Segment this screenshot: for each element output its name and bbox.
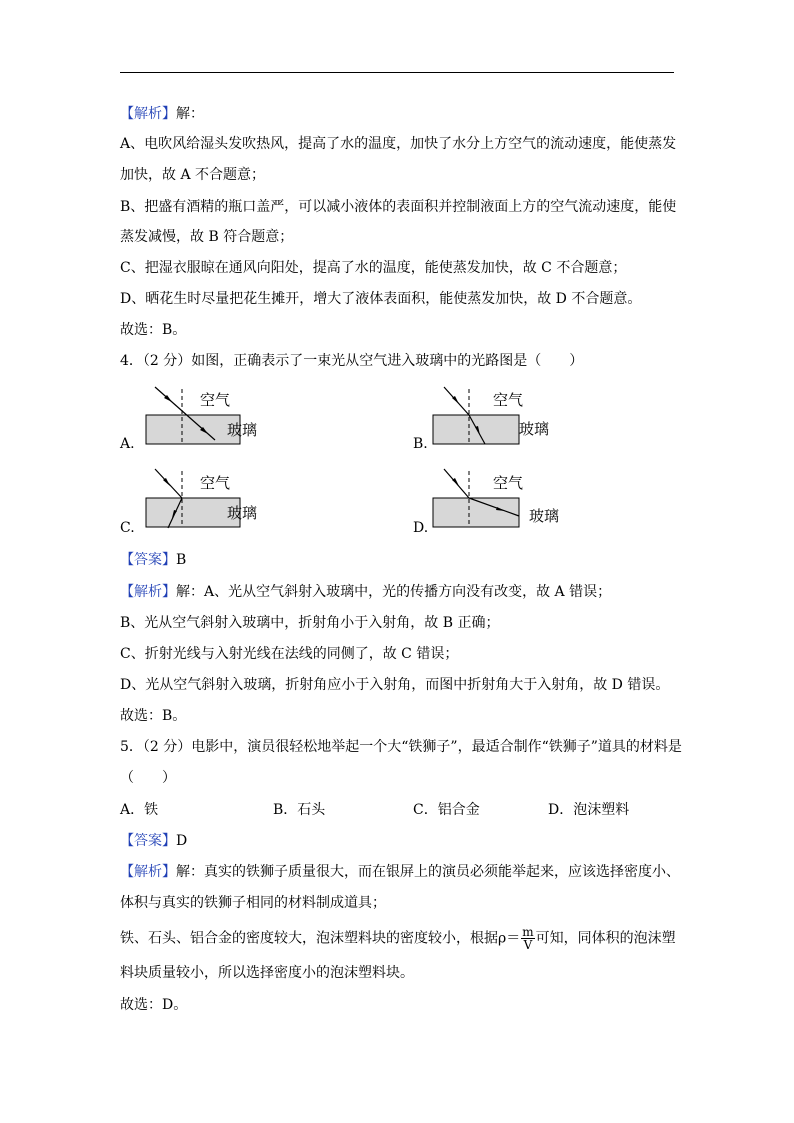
answer-value: D — [176, 833, 188, 849]
option-label-b: B. — [413, 436, 428, 452]
q3-analysis-line: 蒸发减慢，故 B 符合题意； — [120, 229, 294, 245]
q5-stem: 5．（2 分）电影中，演员很轻松地举起一个大“铁狮子”，最适合制作“铁狮子”道具的材料是 — [120, 739, 682, 755]
analysis-text: 解：A、光从空气斜射入玻璃中，光的传播方向没有改变，故 A 错误； — [176, 584, 612, 600]
q4-conclusion: 故选：B。 — [120, 708, 187, 724]
analysis-intro: 解： — [176, 106, 204, 122]
q4-figure-c — [120, 466, 280, 536]
formula-denominator: V — [523, 938, 533, 952]
q4-answer — [120, 550, 186, 570]
q3-analysis-heading — [120, 104, 204, 124]
q4-figure-d — [413, 466, 583, 536]
q3-conclusion: 故选：B。 — [120, 322, 187, 338]
glass-label: 玻璃 — [519, 420, 550, 438]
q5-analysis-line: 料块质量较小，所以选择密度小的泡沫塑料块。 — [120, 965, 414, 981]
formula-before: 铁、石头、铝合金的密度较大，泡沫塑料块的密度较小，根据ρ＝ — [120, 930, 521, 947]
air-label: 空气 — [493, 391, 524, 409]
analysis-tag: 【解析】 — [120, 106, 176, 122]
air-label: 空气 — [200, 474, 231, 492]
glass-label: 玻璃 — [227, 504, 258, 522]
q5-analysis-line: 体积与真实的铁狮子相同的材料制成道具； — [120, 895, 386, 911]
analysis-tag: 【解析】 — [120, 584, 176, 600]
formula-after: 可知，同体积的泡沫塑 — [535, 930, 676, 947]
analysis-tag: 【解析】 — [120, 864, 176, 880]
q5-option-b: B．石头 — [273, 802, 326, 818]
q4-figure-a — [120, 384, 280, 454]
header-rule — [120, 72, 674, 73]
q3-analysis-line: 加快，故 A 不合题意； — [120, 167, 266, 183]
q3-analysis-line: B、把盛有酒精的瓶口盖严，可以减小液体的表面积并控制液面上方的空气流动速度，能使 — [120, 199, 677, 215]
option-label-a: A. — [120, 436, 135, 452]
q4-analysis-line: B、光从空气斜射入玻璃中，折射角小于入射角，故 B 正确； — [120, 615, 500, 631]
option-label-c: C. — [120, 520, 135, 536]
analysis-text: 解：真实的铁狮子质量很大，而在银屏上的演员必须能举起来，应该选择密度小、 — [176, 864, 680, 880]
q3-analysis-line: A、电吹风给湿头发吹热风，提高了水的温度，加快了水分上方空气的流动速度，能使蒸发 — [120, 136, 677, 152]
q5-analysis-first — [120, 862, 680, 882]
q4-stem: 4．（2 分）如图，正确表示了一束光从空气进入玻璃中的光路图是（ ） — [120, 353, 584, 369]
q4-analysis-line: D、光从空气斜射入玻璃，折射角应小于入射角，而图中折射角大于入射角，故 D 错误。 — [120, 677, 670, 693]
q4-analysis-line: C、折射光线与入射光线在法线的同侧了，故 C 错误； — [120, 646, 459, 662]
q5-paren: （ ） — [120, 770, 176, 786]
glass-label: 玻璃 — [529, 507, 560, 525]
answer-tag: 【答案】 — [120, 552, 176, 568]
q5-answer — [120, 831, 187, 851]
air-label: 空气 — [200, 391, 231, 409]
q3-analysis-line: C、把湿衣服晾在通风向阳处，提高了水的温度，能使蒸发加快，故 C 不合题意； — [120, 260, 627, 276]
q4-analysis-first — [120, 582, 611, 602]
answer-tag: 【答案】 — [120, 833, 176, 849]
formula-numerator: m — [522, 925, 534, 939]
q5-option-d: D．泡沫塑料 — [548, 802, 630, 818]
q5-conclusion: 故选：D。 — [120, 997, 188, 1013]
glass-label: 玻璃 — [227, 421, 258, 439]
air-label: 空气 — [493, 474, 524, 492]
answer-value: B — [176, 552, 187, 568]
q5-option-c: C．铝合金 — [413, 802, 480, 818]
q5-formula-line — [120, 926, 676, 951]
density-formula — [521, 926, 534, 951]
q3-analysis-line: D、晒花生时尽量把花生摊开，增大了液体表面积，能使蒸发加快，故 D 不合题意。 — [120, 291, 642, 307]
q5-option-a: A．铁 — [120, 802, 159, 818]
q4-figure-b — [413, 384, 573, 454]
option-label-d: D. — [413, 520, 429, 536]
